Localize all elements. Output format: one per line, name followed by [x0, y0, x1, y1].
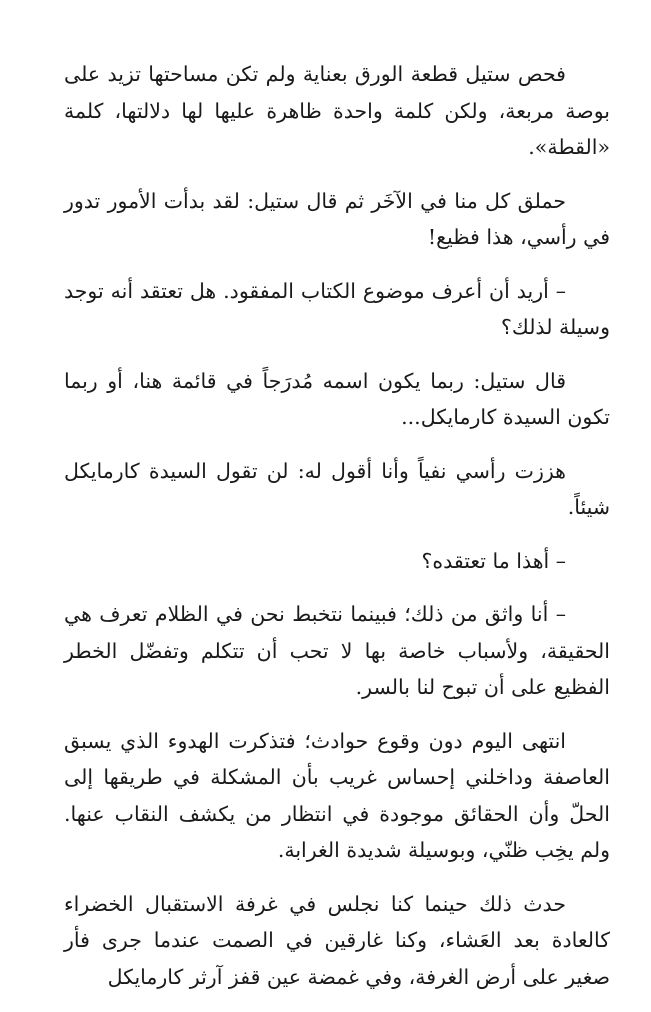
paragraph-4: قال ستيل: ربما يكون اسمه مُدرَجاً في قائمة هنا، أو ربما تكون السيدة كارمايكل... — [64, 368, 610, 429]
paragraph-5: هززت رأسي نفياً وأنا أقول له: لن تقول السيدة كارمايكل شيئاً. — [64, 458, 610, 519]
paragraph-9: حدث ذلك حينما كنا نجلس في غرفة الاستقبال الخضراء كالعادة بعد العَشاء، وكنا غارقين في الصمت عندما جرى فأر صغير على أرض الغرفة، وفي غمضة عين قفز آرثر كارمايكل — [64, 891, 610, 989]
paragraph-6: – أهذا ما تعتقده؟ — [421, 548, 566, 573]
paragraph-1: فحص ستيل قطعة الورق بعناية ولم تكن مساحتها تزيد على بوصة مربعة، ولكن كلمة واحدة ظاهرة عليها لها دلالتها، كلمة «القطة». — [64, 62, 610, 159]
paragraph-8: انتهى اليوم دون وقوع حوادث؛ فتذكرت الهدوء الذي يسبق العاصفة وداخلني إحساس غريب بأن المشكلة في طريقها إلى الحلّ وأن الحقائق موجودة في انتظار من يكشف النقاب عنها. ولم يخِب ظنّي، وبوسيلة شديدة الغرابة. — [64, 728, 610, 862]
paragraph-7: – أنا واثق من ذلك؛ فبينما نتخبط نحن في الظلام تعرف هي الحقيقة، ولأسباب خاصة بها لا تحب أن تتكلم وتفضّل الخطر الفظيع على أن تبوح لنا بالسر. — [64, 602, 610, 699]
book-page — [64, 56, 610, 1012]
paragraph-2: حملق كل منا في الآخَر ثم قال ستيل: لقد بدأت الأمور تدور في رأسي، هذا فظيع! — [64, 188, 610, 249]
paragraph-3: – أريد أن أعرف موضوع الكتاب المفقود. هل تعتقد أنه توجد وسيلة لذلك؟ — [64, 278, 610, 339]
